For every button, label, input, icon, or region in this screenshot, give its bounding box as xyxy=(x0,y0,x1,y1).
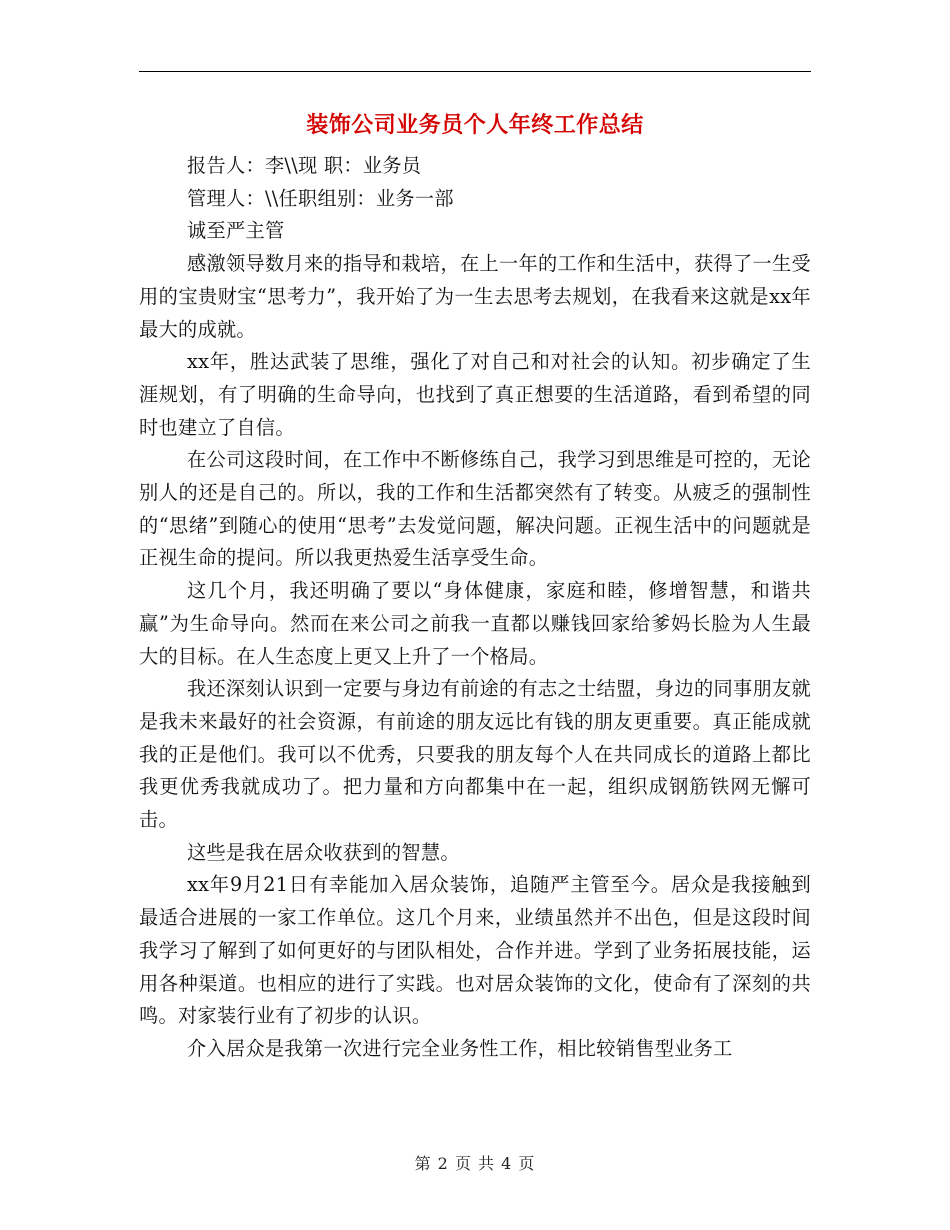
paragraph: xx年9月21日有幸能加入居众装饰，追随严主管至今。居众是我接触到最适合进展的一家工作单位。这几个月来，业绩虽然并不出色，但是这段时间我学习了解到了如何更好的与团队相处，合作并进。学到了业务拓展技能，运用各种渠道。也相应的进行了实践。也对居众装饰的文化，使命有了深刻的共鸣。对家装行业有了初步的认识。 xyxy=(139,873,811,1028)
paragraph: 介入居众是我第一次进行完全业务性工作，相比较销售型业务工 xyxy=(187,1036,733,1060)
manager-line: 管理人：\\任职组别：业务一部 xyxy=(187,186,454,210)
paragraph: 这些是我在居众收获到的智慧。 xyxy=(187,840,460,864)
document-title: 装饰公司业务员个人年终工作总结 xyxy=(306,112,644,138)
paragraph: 这几个月，我还明确了要以“身体健康，家庭和睦，修增智慧，和谐共赢”为生命导向。然而在来公司之前我一直都以赚钱回家给爹妈长脸为人生最大的目标。在人生态度上更又上升了一个格局。 xyxy=(139,579,811,668)
paragraph: 感激领导数月来的指导和栽培，在上一年的工作和生活中，获得了一生受用的宝贵财宝“思考力”，我开始了为一生去思考去规划，在我看来这就是xx年最大的成就。 xyxy=(139,252,811,341)
reporter-line: 报告人：李\\现 职：业务员 xyxy=(187,154,422,177)
paragraph: 我还深刻认识到一定要与身边有前途的有志之士结盟，身边的同事朋友就是我未来最好的社会资源，有前途的朋友远比有钱的朋友更重要。真正能成就我的正是他们。我可以不优秀，只要我的朋友每个人在共同成长的道路上都比我更优秀我就成功了。把力量和方向都集中在一起，组织成钢筋铁网无懈可击。 xyxy=(139,677,811,832)
header-rule xyxy=(139,71,811,72)
document-body xyxy=(139,150,811,1066)
page-footer: 第 2 页 共 4 页 xyxy=(414,1154,536,1173)
salutation-line: 诚至严主管 xyxy=(187,219,285,243)
paragraph: xx年，胜达武装了思维，强化了对自己和对社会的认知。初步确定了生涯规划，有了明确的生命导向，也找到了真正想要的生活道路，看到希望的同时也建立了自信。 xyxy=(139,350,811,439)
paragraph: 在公司这段时间，在工作中不断修练自己，我学习到思维是可控的，无论别人的还是自己的。所以，我的工作和生活都突然有了转变。从疲乏的强制性的“思绪”到随心的使用“思考”去发觉问题，解决问题。正视生活中的问题就是正视生命的提问。所以我更热爱生活享受生命。 xyxy=(139,448,811,570)
